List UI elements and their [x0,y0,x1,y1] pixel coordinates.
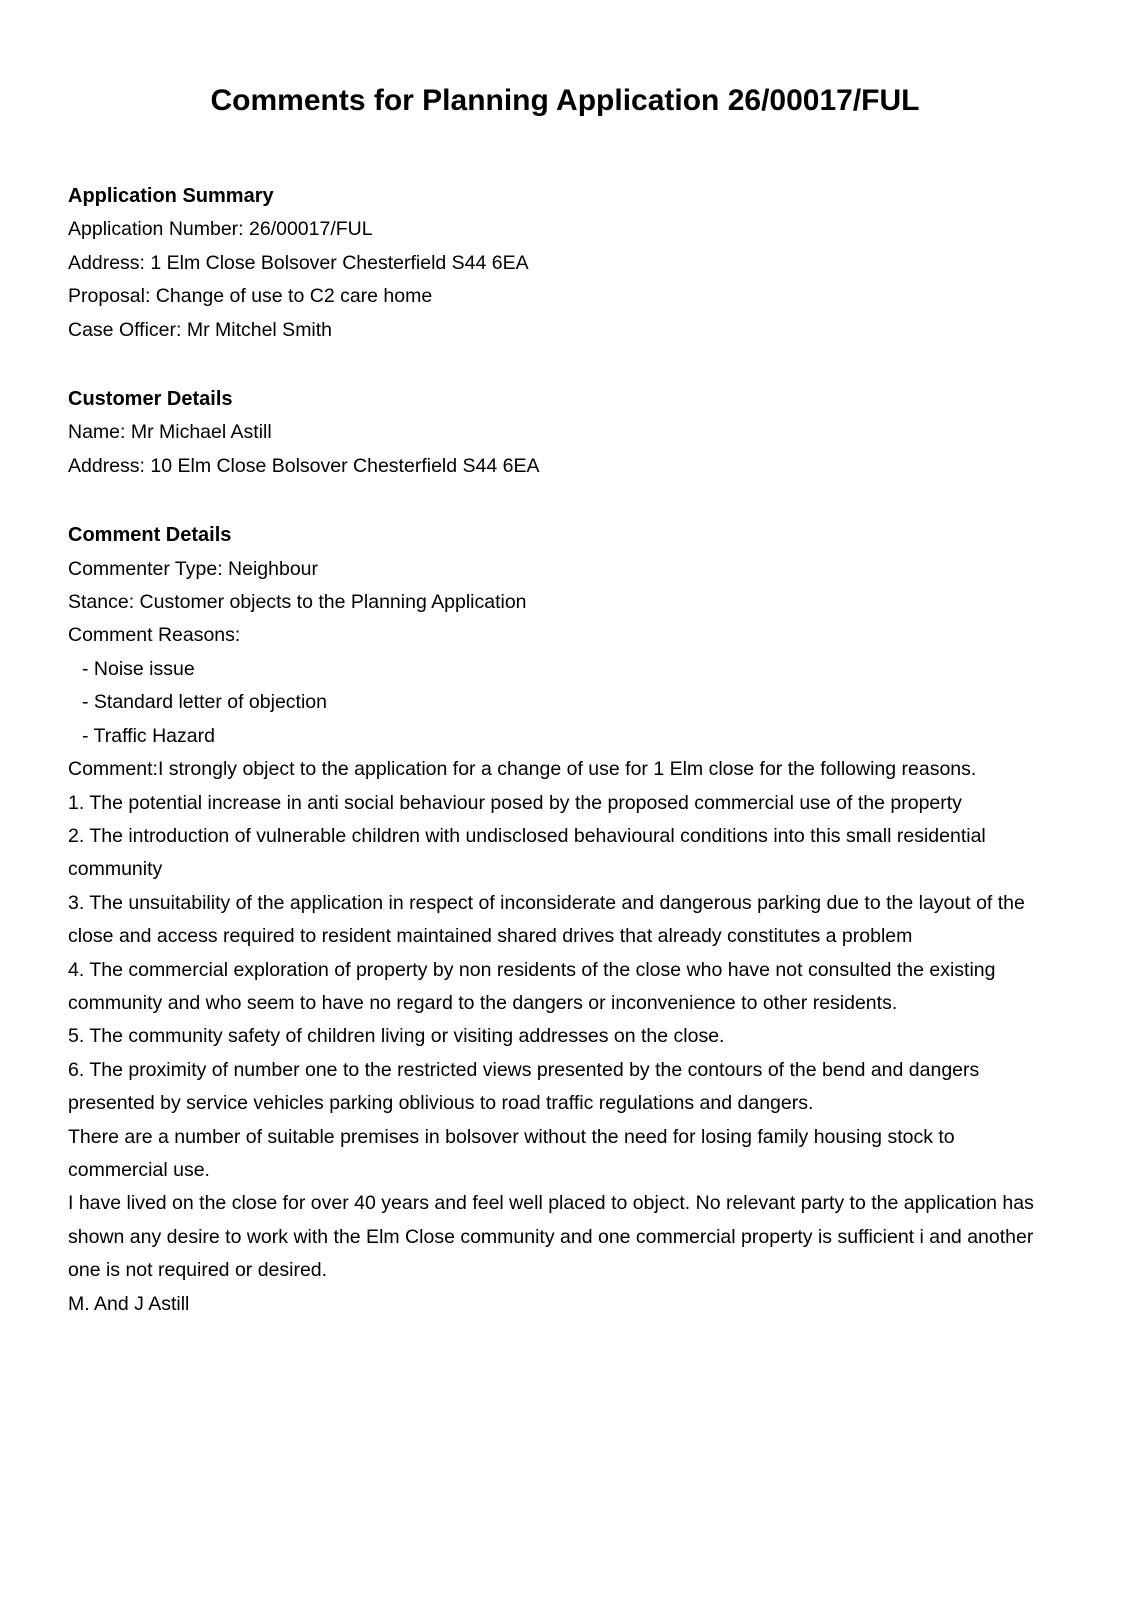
comment-paragraph: 2. The introduction of vulnerable children with undisclosed behavioural conditions into this small residential community [68,824,986,881]
comment-reason-item: - Noise issue [82,657,195,680]
comment-paragraph: 5. The community safety of children living or visiting addresses on the close. [68,1025,725,1048]
comment-paragraph: 6. The proximity of number one to the restricted views presented by the contours of the bend and dangers presented by service vehicles parking oblivious to road traffic regulations and dangers. [68,1058,980,1115]
stance-line: Stance: Customer objects to the Planning Application [68,591,527,614]
customer-details-heading: Customer Details [68,388,233,411]
section-comment-details [68,519,1035,1321]
comment-paragraph: Comment:I strongly object to the application for a change of use for 1 Elm close for the following reasons. [68,758,977,781]
application-case-officer-line: Case Officer: Mr Mitchel Smith [68,318,333,341]
customer-name-line: Name: Mr Michael Astill [68,421,272,444]
commenter-type-line: Commenter Type: Neighbour [68,557,319,580]
application-summary-heading: Application Summary [68,185,274,207]
section-application-summary [68,180,1035,347]
section-customer-details [68,383,1035,483]
comment-reasons-label: Comment Reasons: [68,624,241,647]
comment-reason-item: - Traffic Hazard [82,724,215,747]
customer-address-line: Address: 10 Elm Close Bolsover Chesterfield S44 6EA [68,454,540,477]
application-address-line: Address: 1 Elm Close Bolsover Chesterfield S44 6EA [68,251,529,274]
comment-paragraph: 3. The unsuitability of the application in respect of inconsiderate and dangerous parking due to the layout of the close and access required to resident maintained shared drives that already constitutes a problem [68,891,1025,948]
comment-reason-item: - Standard letter of objection [82,691,327,714]
application-proposal-line: Proposal: Change of use to C2 care home [68,285,433,308]
comment-paragraph: I have lived on the close for over 40 years and feel well placed to object. No relevant party to the application has shown any desire to work with the Elm Close community and one commercial property is sufficient i and another one is not required or desired. [68,1192,1034,1282]
signature-line: M. And J Astill [68,1292,190,1315]
page-title: Comments for Planning Application 26/00017/FUL [210,84,920,117]
comment-paragraph: There are a number of suitable premises in bolsover without the need for losing family housing stock to commercial use. [68,1125,955,1181]
comment-paragraph: 1. The potential increase in anti social behaviour posed by the proposed commercial use of the property [68,791,962,814]
comment-details-heading: Comment Details [68,524,232,547]
comment-paragraph: 4. The commercial exploration of property by non residents of the close who have not consulted the existing community and who seem to have no regard to the dangers or inconvenience to other residents. [68,958,996,1014]
application-number-line: Application Number: 26/00017/FUL [68,218,373,241]
